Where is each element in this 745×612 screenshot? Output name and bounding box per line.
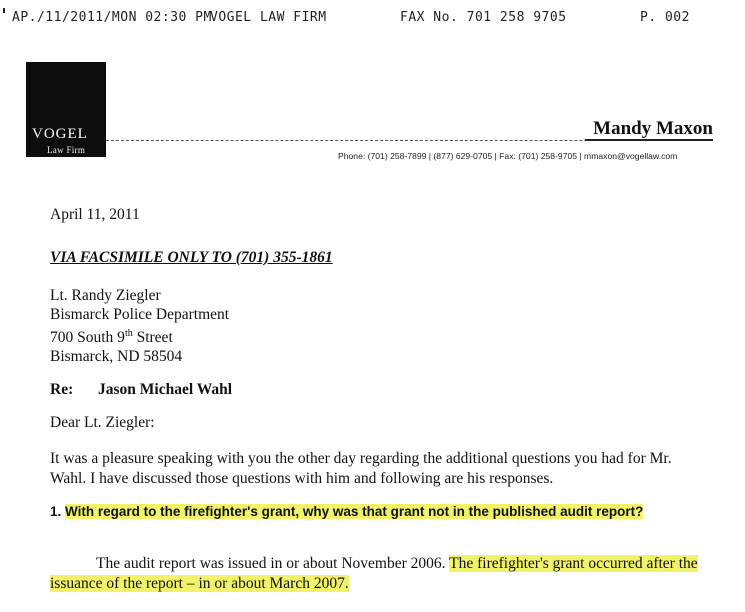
logo-name: VOGEL (32, 126, 88, 142)
recipient-street (50, 324, 229, 347)
answer-1 (50, 554, 710, 594)
recipient-org: Bismarck Police Department (50, 306, 230, 323)
fax-page: P. 002 (640, 10, 690, 25)
question-1 (50, 502, 710, 521)
salutation: Dear Lt. Ziegler: (50, 414, 155, 431)
fax-mark (3, 8, 5, 13)
delivery-line: VIA FACSIMILE ONLY TO (701) 355-1861 (50, 249, 333, 266)
contact-line: Phone: (701) 258-7899 | (877) 629-0705 | Fax: (701) 258-9705 | mmaxon@vogellaw.com (338, 151, 678, 161)
recipient-street-text: 700 South 9th Street (50, 328, 173, 347)
answer-plain: The audit report was issued in or about November 2006. (96, 555, 446, 572)
firm-logo (26, 62, 106, 157)
re-value: Jason Michael Wahl (98, 381, 233, 398)
attorney-name: Mandy Maxon (593, 118, 713, 139)
recipient-name: Lt. Randy Ziegler (50, 287, 161, 304)
recipient-block (50, 286, 229, 366)
letter-date: April 11, 2011 (50, 206, 140, 223)
question-text: With regard to the firefighter's grant, why was that grant not in the published audit report? (65, 504, 644, 519)
recipient-city: Bismarck, ND 58504 (50, 348, 183, 366)
fax-number: FAX No. 701 258 9705 (400, 10, 567, 25)
intro-paragraph: It was a pleasure speaking with you the other day regarding the additional questions you had for Mr. Wahl. I have discussed those questions with him and following are his responses. (50, 450, 672, 487)
question-number: 1. (50, 504, 62, 519)
logo-sub: Law Firm (47, 145, 86, 155)
re-label: Re: (50, 381, 74, 398)
fax-sender: VOGEL LAW FIRM (210, 10, 327, 25)
ordinal-suffix: th (124, 328, 133, 339)
fax-datetime: AP./11/2011/MON 02:30 PM (12, 10, 212, 25)
answer-highlight: The firefighter's grant occurred after the issuance of the report – in or about March 2007. (50, 555, 698, 592)
